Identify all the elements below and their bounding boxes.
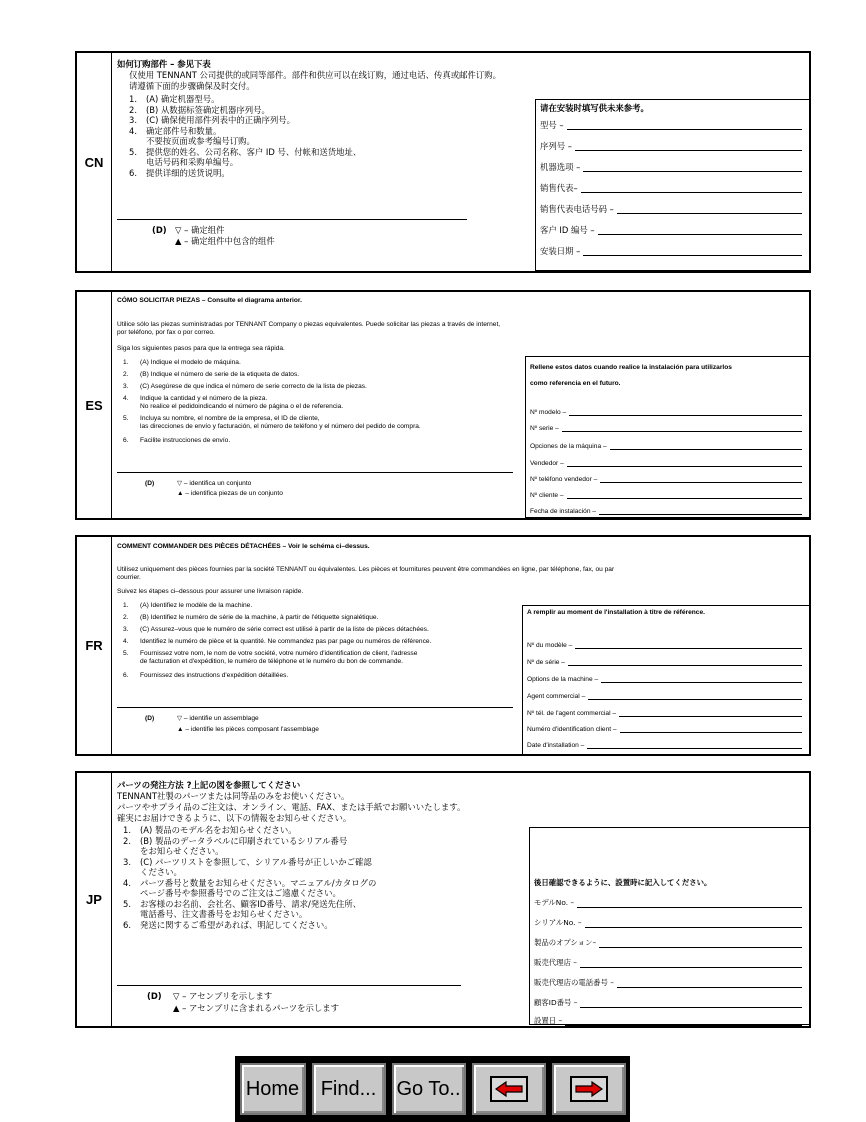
step-item: 5. お客様のお名前、会社名、顧客ID番号、請求/発送先住所、 電話番号、注文書番号をお知らせください。 [123, 898, 362, 919]
field-serial[interactable]: シリアルNo. – [534, 918, 802, 929]
intro-line: 仅使用 TENNANT 公司提供的或同等部件。部件和供应可以在线订购，通过电话、传真或邮件订购。 [129, 70, 501, 80]
legend-parts: ▲ – identifica piezas de un conjunto [177, 490, 283, 497]
field-model[interactable]: 型号 – [540, 120, 802, 131]
section-title: CÓMO SOLICITAR PIEZAS – Consulte el diagrama anterior. [117, 297, 302, 304]
step-item: 4. Identifiez le numéro de pièce et la quantité. Ne commandez pas par page ou numéros de référence. [123, 638, 432, 645]
language-code: CN [77, 53, 112, 271]
steps-list [123, 825, 376, 930]
section-es [75, 290, 811, 520]
intro-line: パーツやサプライ品のご注文は、オンライン、電話、FAX、または手紙でお願いいたします。 [117, 802, 466, 812]
goto-button[interactable]: Go To.. [392, 1063, 466, 1115]
field-serial[interactable]: 序列号 – [540, 141, 802, 152]
step-item: 3. (C) パーツリストを参照して、シリアル番号が正しいかご確認 ください。 [123, 856, 372, 877]
legend-d: (D) [145, 480, 155, 487]
section-content [117, 292, 805, 518]
step-item: 4. 确定部件号和数量。 不要按页面或参考编号订购。 [129, 125, 255, 146]
field-customer-id[interactable]: 顧客ID番号 – [534, 998, 802, 1009]
legend-divider [117, 219, 467, 220]
field-sales-rep[interactable]: 销售代表– [540, 183, 802, 194]
step-item: 6. 発送に関するご希望があれば、明記してください。 [123, 919, 333, 930]
step-item: 1. (A) Indique el modelo de máquina. [123, 359, 241, 366]
section-jp [75, 771, 811, 1028]
field-serial[interactable]: Nº serie – [530, 425, 802, 433]
field-model[interactable]: モデルNo. – [534, 898, 802, 909]
intro-line: Utilisez uniquement des pièces fournies par la société TENNANT ou équivalentes. Les pièces et fournitures peuvent être commandées en ligne, par téléphone, fax, ou par [117, 566, 615, 573]
intro-line: por teléfono, por fax o por correo. [117, 329, 215, 336]
reference-title: 後日確認できるように、設置時に記入してください。 [534, 878, 712, 887]
step-item: 5. Incluya su nombre, el nombre de la empresa, el ID de cliente, las direcciones de envío y facturación, el número de teléfono y el número del pedido de compra. [123, 415, 421, 430]
intro-line: Utilice sólo las piezas suministradas por TENNANT Company o piezas equivalentes. Puede solicitar las piezas a través de internet, [117, 321, 501, 328]
step-item: 5. 提供您的姓名、公司名称、客户 ID 号、付帐和送货地址、 电话号码和采购单编号。 [129, 146, 362, 167]
reference-title: Rellene estos datos cuando realice la instalación para utilizarlos como referencia en el futuro. [530, 364, 732, 387]
legend-divider [117, 472, 513, 473]
find-button[interactable]: Find... [312, 1063, 386, 1115]
field-sales-rep-phone[interactable]: 销售代表电话号码 – [540, 204, 802, 215]
previous-arrow-frame [490, 1076, 528, 1102]
step-item: 4. パーツ番号と数量をお知らせください。マニュアル/カタログの ページ番号や参照番号でのご注文はご遠慮ください。 [123, 877, 377, 898]
intro-line: Suivez les étapes ci–dessous pour assurer une livraison rapide. [117, 588, 304, 595]
section-content [117, 773, 805, 1026]
step-item: 6. Fournissez des instructions d'expédition détaillées. [123, 672, 289, 679]
field-serial[interactable]: Nº de série – [527, 659, 802, 667]
field-customer-id[interactable]: 客户 ID 编号 – [540, 225, 802, 236]
next-arrow-frame [570, 1076, 608, 1102]
step-item: 6. 提供详细的送货说明。 [129, 167, 230, 178]
legend-d: (D) [147, 991, 162, 1001]
section-title: パーツの発注方法 ?上記の図を参照してください [117, 780, 301, 790]
intro-line: Siga los siguientes pasos para que la entrega sea rápida. [117, 345, 285, 352]
section-fr [75, 535, 811, 756]
field-sales-rep-phone[interactable]: Nº tél. de l'agent commercial – [527, 710, 802, 718]
intro-line: TENNANT社製のパーツまたは同等品のみをお使いください。 [117, 791, 350, 801]
intro-line: courrier. [117, 574, 141, 581]
step-item: 6. Facilite instrucciones de envío. [123, 437, 231, 444]
reference-title: 请在安装时填写供未来参考。 [540, 103, 649, 113]
legend-assembly: ▽ – 确定组件 [175, 225, 225, 235]
field-options[interactable]: Opciones de la máquina – [530, 443, 802, 451]
field-install-date[interactable]: 設置日 – [534, 1016, 802, 1027]
field-options[interactable]: 机器选项 – [540, 162, 802, 173]
legend-assembly: ▽ – アセンブリを示します [173, 991, 273, 1001]
reference-box [535, 99, 811, 271]
field-model[interactable]: Nº modelo – [530, 409, 802, 417]
step-item: 3. (C) Asegúrese de que indica el número de serie correcto de la lista de piezas. [123, 383, 367, 390]
section-content [117, 53, 805, 271]
next-page-button[interactable] [552, 1063, 626, 1115]
language-code: ES [77, 292, 112, 518]
reference-title: A remplir au moment de l'installation à titre de référence. [527, 609, 705, 616]
steps-list [123, 602, 431, 680]
previous-page-button[interactable] [472, 1063, 546, 1115]
section-title: COMMENT COMMANDER DES PIÈCES DÉTACHÉES – Voir le schéma ci–dessus. [117, 543, 370, 550]
left-arrow-icon [495, 1081, 523, 1097]
reference-box [522, 605, 811, 755]
language-code: JP [77, 773, 112, 1026]
field-sales-rep[interactable]: Vendedor – [530, 460, 802, 468]
section-content [117, 537, 805, 754]
field-sales-rep-phone[interactable]: Nº teléfono vendedor – [530, 476, 802, 484]
legend-divider [117, 985, 461, 986]
step-item: 5. Fournissez votre nom, le nom de votre société, votre numéro d'identification de client, l'adresse de facturation et d'expédition, le numéro de téléphone et le numéro du bon de commande. [123, 650, 418, 665]
field-customer-id[interactable]: Numéro d'identification client – [527, 726, 802, 734]
section-title: 如何订购部件 – 参见下表 [117, 59, 211, 69]
field-sales-rep-phone[interactable]: 販売代理店の電話番号 – [534, 978, 802, 989]
intro-line: 请遵循下面的步骤确保及时交付。 [129, 81, 255, 91]
intro-line: 確実にお届けできるように、以下の情報をお知らせください。 [117, 813, 352, 823]
reference-box [525, 356, 811, 518]
step-item: 2. (B) 从数据标签确定机器序列号。 [129, 104, 270, 115]
step-item: 2. (B) Indique el número de serie de la etiqueta de datos. [123, 371, 300, 378]
field-customer-id[interactable]: Nº cliente – [530, 492, 802, 500]
language-code: FR [77, 537, 112, 754]
step-item: 1. (A) 确定机器型号。 [129, 94, 220, 104]
legend-parts: ▲ – 确定组件中包含的组件 [175, 236, 275, 246]
step-item: 1. (A) 製品のモデル名をお知らせください。 [123, 825, 297, 835]
legend-d: (D) [152, 225, 167, 235]
steps-list [123, 359, 421, 445]
legend-parts: ▲ – identifie les pièces composant l'assemblage [177, 726, 319, 733]
field-options[interactable]: Options de la machine – [527, 676, 802, 684]
step-item: 3. (C) Assurez–vous que le numéro de série correct est utilisé à partir de la liste de pièces détachées. [123, 626, 429, 633]
legend-d: (D) [145, 715, 155, 722]
navigation-bar [235, 1056, 630, 1122]
legend-parts: ▲ – アセンブリに含まれるパーツを示します [173, 1003, 339, 1013]
field-sales-rep[interactable]: Agent commercial – [527, 693, 802, 701]
right-arrow-icon [575, 1081, 603, 1097]
field-install-date[interactable]: 安装日期 – [540, 246, 802, 257]
steps-list [129, 94, 361, 178]
field-sales-rep[interactable]: 販売代理店 – [534, 958, 802, 969]
field-options[interactable]: 製品のオプション– [534, 938, 802, 949]
home-button[interactable]: Home [240, 1063, 306, 1115]
step-item: 2. (B) 製品のデータラベルに印刷されているシリアル番号 をお知らせください。 [123, 835, 348, 856]
section-cn [75, 51, 811, 273]
field-model[interactable]: Nº du modèle – [527, 642, 802, 650]
step-item: 4. Indique la cantidad y el número de la pieza. No realice el pedidoindicando el número de página o el de referencia. [123, 395, 344, 410]
field-install-date[interactable]: Fecha de instalación – [530, 508, 802, 516]
step-item: 2. (B) Identifiez le numéro de série de la machine, à partir de l'étiquette signalétique. [123, 614, 379, 621]
step-item: 3. (C) 确保使用部件列表中的正确序列号。 [129, 115, 296, 125]
field-install-date[interactable]: Date d'installation – [527, 742, 802, 750]
legend-divider [117, 707, 513, 708]
step-item: 1. (A) Identifiez le modèle de la machine. [123, 602, 253, 609]
reference-box [529, 827, 811, 1025]
legend-assembly: ▽ – identifica un conjunto [177, 480, 252, 487]
legend-assembly: ▽ – identifie un assemblage [177, 715, 259, 722]
